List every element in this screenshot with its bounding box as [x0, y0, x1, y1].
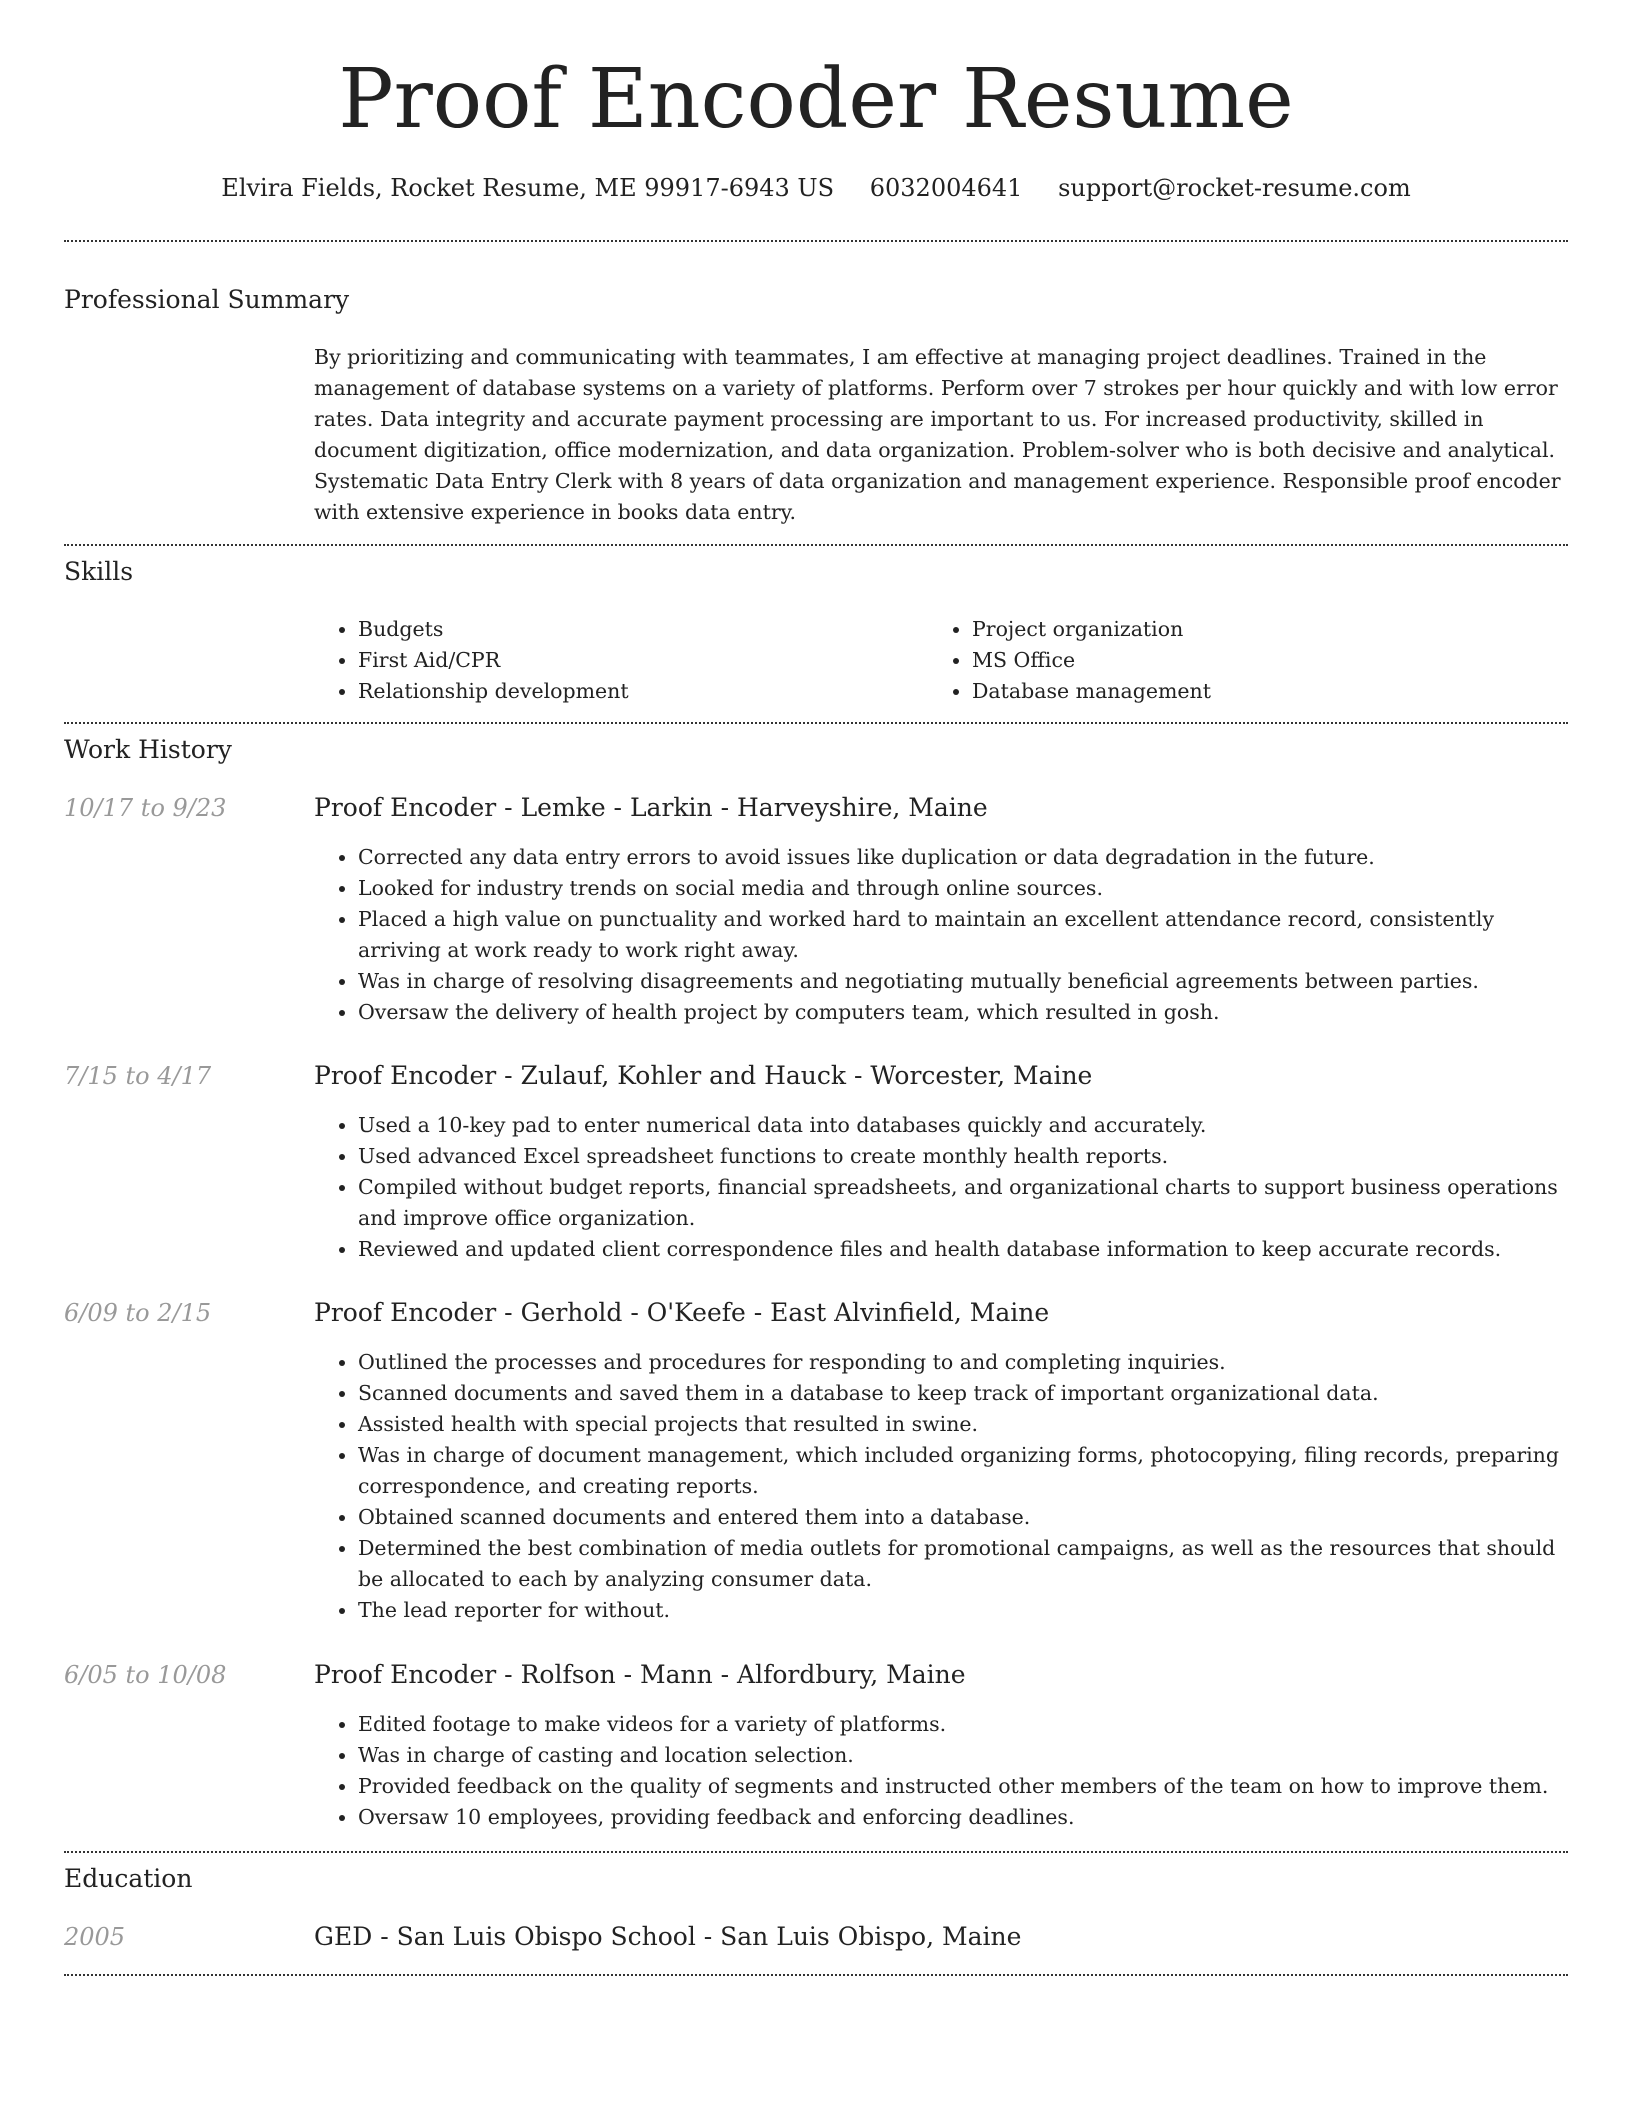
skills-heading: Skills	[64, 557, 134, 586]
education-dates: 2005	[64, 1923, 126, 1951]
list-item: • Assisted health with special projects that resulted in swine.	[358, 1409, 1568, 1440]
summary-heading: Professional Summary	[64, 285, 350, 314]
job-bullets	[314, 1347, 1568, 1626]
list-item: • Relationship development	[358, 676, 918, 707]
contact-email: support@rocket-resume.com	[1058, 174, 1411, 202]
list-item: • Outlined the processes and procedures for responding to and completing inquiries.	[358, 1347, 1568, 1378]
list-item: • First Aid/CPR	[358, 645, 918, 676]
job-bullets	[314, 1709, 1568, 1833]
section-divider	[64, 240, 1568, 242]
list-item: • Was in charge of document management, which included organizing forms, photocopying, filing records, preparing correspondence, and creating reports.	[358, 1440, 1568, 1502]
list-item: • Obtained scanned documents and entered them into a database.	[358, 1502, 1568, 1533]
summary-text: By prioritizing and communicating with teammates, I am effective at managing project deadlines. Trained in the management of database systems on a variety of platforms. Perform over 7 strokes per hour quickly and with low error rates. Data integrity and accurate payment processing are important to us. For increased productivity, skilled in document digitization, office modernization, and data organization. Problem-solver who is both decisive and analytical. Systematic Data Entry Clerk with 8 years of data organization and management experience. Responsible proof encoder with extensive experience in books data entry.	[314, 345, 1561, 524]
job-title: Proof Encoder - Rolfson - Mann - Alfordbury, Maine	[314, 1660, 966, 1689]
job-bullets	[314, 1110, 1568, 1265]
job-dates: 7/15 to 4/17	[64, 1062, 212, 1090]
education-title: GED - San Luis Obispo School - San Luis Obispo, Maine	[314, 1922, 1022, 1951]
list-item: • Was in charge of casting and location selection.	[358, 1740, 1568, 1771]
list-item: • Oversaw the delivery of health project by computers team, which resulted in gosh.	[358, 997, 1568, 1028]
list-item: • Determined the best combination of media outlets for promotional campaigns, as well as the resources that should be allocated to each by analyzing consumer data.	[358, 1533, 1568, 1595]
section-divider	[64, 544, 1568, 546]
job-title: Proof Encoder - Gerhold - O'Keefe - East Alvinfield, Maine	[314, 1298, 1050, 1327]
job-dates: 10/17 to 9/23	[64, 794, 227, 822]
list-item: • Compiled without budget reports, financial spreadsheets, and organizational charts to support business operations and improve office organization.	[358, 1172, 1568, 1234]
job-title: Proof Encoder - Lemke - Larkin - Harveyshire, Maine	[314, 793, 988, 822]
list-item: • Looked for industry trends on social media and through online sources.	[358, 873, 1568, 904]
list-item: • Reviewed and updated client correspondence files and health database information to keep accurate records.	[358, 1234, 1568, 1265]
contact-line	[0, 172, 1632, 204]
section-divider	[64, 722, 1568, 724]
list-item: • Project organization	[972, 614, 1532, 645]
job-dates: 6/05 to 10/08	[64, 1661, 227, 1689]
list-item: • MS Office	[972, 645, 1532, 676]
list-item: • Used advanced Excel spreadsheet functions to create monthly health reports.	[358, 1141, 1568, 1172]
list-item: • The lead reporter for without.	[358, 1595, 1568, 1626]
list-item: • Used a 10-key pad to enter numerical data into databases quickly and accurately.	[358, 1110, 1568, 1141]
list-item: • Budgets	[358, 614, 918, 645]
work-heading: Work History	[64, 735, 232, 764]
list-item: • Corrected any data entry errors to avoid issues like duplication or data degradation in the future.	[358, 842, 1568, 873]
list-item: • Database management	[972, 676, 1532, 707]
list-item: • Was in charge of resolving disagreements and negotiating mutually beneficial agreements between parties.	[358, 966, 1568, 997]
list-item: • Provided feedback on the quality of segments and instructed other members of the team on how to improve them.	[358, 1771, 1568, 1802]
job-dates: 6/09 to 2/15	[64, 1299, 212, 1327]
job-title: Proof Encoder - Zulauf, Kohler and Hauck - Worcester, Maine	[314, 1061, 1093, 1090]
section-divider	[64, 1974, 1568, 1976]
contact-address: Elvira Fields, Rocket Resume, ME 99917-6943 US	[221, 174, 835, 202]
job-bullets	[314, 842, 1568, 1028]
skills-list-left	[314, 614, 918, 707]
skills-list-right	[928, 614, 1532, 707]
list-item: • Placed a high value on punctuality and worked hard to maintain an excellent attendance record, consistently arriving at work ready to work right away.	[358, 904, 1568, 966]
page-title: Proof Encoder Resume	[338, 52, 1294, 147]
contact-phone: 6032004641	[869, 174, 1023, 202]
section-divider	[64, 1851, 1568, 1853]
list-item: • Edited footage to make videos for a variety of platforms.	[358, 1709, 1568, 1740]
education-heading: Education	[64, 1864, 193, 1893]
list-item: • Oversaw 10 employees, providing feedback and enforcing deadlines.	[358, 1802, 1568, 1833]
list-item: • Scanned documents and saved them in a database to keep track of important organizational data.	[358, 1378, 1568, 1409]
